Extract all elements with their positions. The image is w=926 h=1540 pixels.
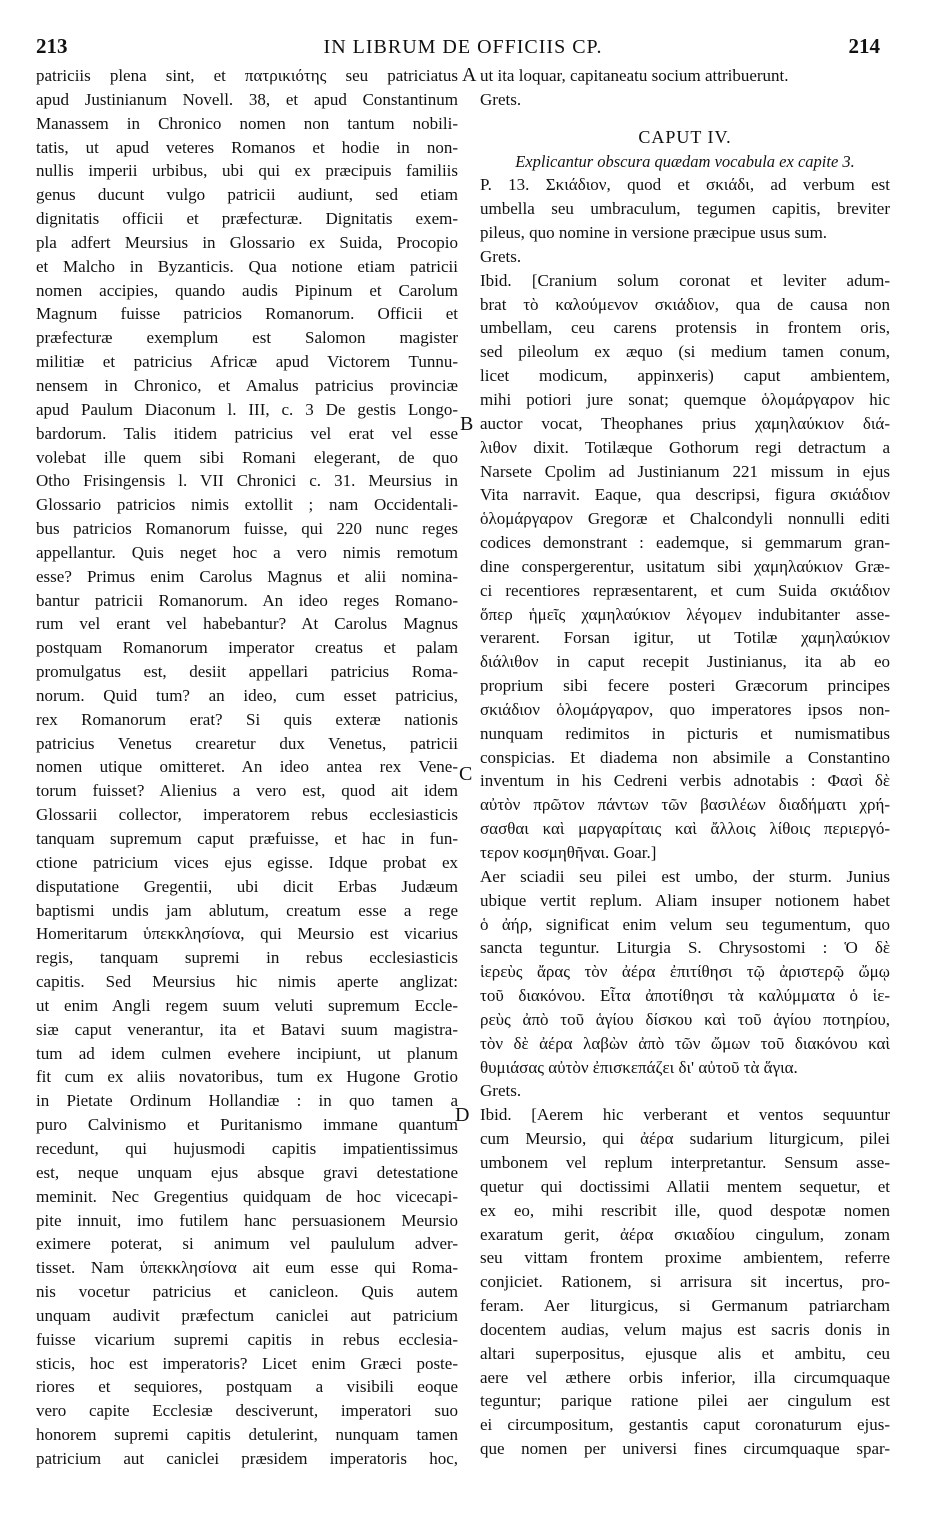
right-column-line: exaratum gerit, ἀέρα σκιαδίου cingulum, zonam — [480, 1224, 890, 1244]
right-column-line: ρεὺς ἀπὸ τοῦ ἁγίου δίσκου καὶ τοῦ ἁγίου ποτηρίου, — [480, 1009, 890, 1029]
left-column-line: genus ducunt vulgo patricii audiunt, sed etiam — [36, 185, 458, 205]
left-column-line: præfecturæ exemplum est Salomon magister — [36, 328, 458, 348]
left-column-line: dignitatis officii et præfecturæ. Dignitatis exem- — [36, 209, 458, 229]
left-column-line: apud Justinianum Novell. 38, et apud Constantinum — [36, 89, 458, 109]
left-column-line: meminit. Nec Gregentius quidquam de hoc vicecapi- — [36, 1186, 458, 1206]
right-column-line: ubique vertit replum. Aliam insuper notionem habet — [480, 890, 890, 910]
right-column-line: Grets. — [480, 246, 522, 266]
right-column-line: Ibid. [Cranium solum coronat et leviter adum- — [480, 270, 890, 290]
right-column-line: conjiciet. Rationem, si arrisura sit incertus, pro- — [480, 1272, 890, 1292]
right-column-line: teguntur; parique ratione pilei aer cingulum est — [480, 1391, 890, 1411]
left-column-line: promulgatus est, desiit appellari patricius Roma- — [36, 662, 458, 682]
left-column-line: sticis, hoc est imperatoris? Licet enim Græci poste- — [36, 1353, 458, 1373]
right-column-line: λιθον dixit. Totilæque Gothorum regi detractum a — [480, 437, 890, 457]
right-column-line: umbellam, ceu carens protensis in frontem oris, — [480, 318, 890, 338]
right-column-line: αὐτὸν πρῶτον πάντων τῶν βασιλέων διαδήματι χρή- — [480, 795, 890, 815]
right-column-line: nunquam redimitos in picturis et numismatibus — [480, 723, 890, 743]
left-column-line: fuisse vicarium supremi capitis in rebus ecclesia- — [36, 1329, 458, 1349]
right-column-line: ὅπερ ἡμεῖς χαμηλαύκιον λέγομεν indubitanter asse- — [480, 604, 890, 624]
left-column-line: nullis imperii urbibus, ubi qui ex præcipuis familiis — [36, 161, 458, 181]
left-column-line: eximere poterat, si animum vel paululum adver- — [36, 1234, 458, 1254]
right-column-line: Vita narravit. Eaque, qua descripsi, figura σκιάδιον — [480, 485, 890, 505]
left-column-line: Homeritarum ὑπεκκλησίονα, qui Meursio est vicarius — [36, 924, 458, 944]
left-column-line: rum vel erant vel habebantur? At Carolus Magnus — [36, 614, 458, 634]
right-column-line: σασθαι καὶ μαργαρίταις καὶ ἄλλοις λίθοις περιεργό- — [480, 819, 890, 839]
right-column — [480, 64, 890, 1461]
right-column-line: Narsete Cpolim ad Justinianum 221 missum in ejus — [480, 461, 890, 481]
left-column-line: pla adfert Meursius in Glossario ex Suida, Procopio — [36, 232, 458, 252]
left-column-line: postquam Romanorum imperator creatus et palam — [36, 638, 458, 658]
left-column-line: recedunt, qui hujusmodi capitis impatientissimus — [36, 1138, 458, 1158]
left-column-line: norum. Quid tum? an ideo, cum esset patricius, — [36, 685, 458, 705]
right-column-line: ἱερεὺς ἄρας τὸν ἀέρα ἐπιτίθησι τῷ ἀριστερῷ ὤμῳ — [480, 962, 890, 982]
left-column-line: puro Calvinismo et Puritanismo immane quantum — [36, 1115, 458, 1135]
margin-letter-a: A — [462, 64, 477, 86]
left-column-line: tum ad idem culmen evehere incipiunt, ut planum — [36, 1043, 458, 1063]
right-column-line — [480, 112, 890, 126]
left-column-line: et Malcho in Byzanticis. Qua notione etiam patricii — [36, 256, 458, 276]
left-column-line: appellantur. Quis neget hoc a vero nimis remotum — [36, 542, 458, 562]
right-column-line: umbella seu umbraculum, tegumen capitis, breviter — [480, 199, 890, 219]
left-column-line: Glossarii collector, imperatorem rebus ecclesiasticis — [36, 805, 458, 825]
right-column-line: θυμιάσας αὐτὸν ἐπισκεπάζει δι' αὐτοῦ τὰ ἅγια. — [480, 1057, 798, 1077]
left-column-line: bantur patricii Romanorum. An ideo reges Romano- — [36, 590, 458, 610]
left-column-line: tisset. Nam ὑπεκκλησίονα ait eum esse qui Roma- — [36, 1258, 458, 1278]
right-column-line: cum Meursio, qui ἀέρα sudarium liturgicum, pilei — [480, 1129, 890, 1149]
left-column-line: patricium aut caniclei præsidem imperatoris hoc, — [36, 1448, 458, 1468]
left-column-line: ut enim Angli regem suum veluti supremum Eccle- — [36, 995, 458, 1015]
right-column-line: dine conspergerentur, usitatum sibi χαμηλαύκιον Græ- — [480, 556, 890, 576]
left-column-line: baptismi undis jam ablutum, creatum esse a rege — [36, 900, 458, 920]
right-column-line: Aer sciadii seu pilei est umbo, der sturm. Junius — [480, 866, 890, 886]
left-column-line: Glossario patricios nimis extollit ; nam Occidentali- — [36, 495, 458, 515]
right-column-line: brat τὸ καλούμενον σκιάδιον, qua de causa non — [480, 294, 890, 314]
left-column-line: nensem in Chronico, et Amalus patricius provinciæ — [36, 375, 458, 395]
left-column-line: siæ caput venerantur, ita et Batavi suum magistra- — [36, 1019, 458, 1039]
left-column-line: unquam audivit præfectum caniclei aut patricium — [36, 1305, 458, 1325]
right-column-line: licet modicum, appinxeris) caput ambientem, — [480, 366, 890, 386]
right-column-line: que nomen per universi fines circumquaque spar- — [480, 1439, 890, 1459]
right-column-line: conspicias. Et diadema non absimile a Constantino — [480, 747, 890, 767]
left-column-line: nomen utique omitteret. An ideo antea rex Vene- — [36, 757, 458, 777]
left-column-line: capitis. Sed Meursius hic nimis aperte anglizat: — [36, 972, 458, 992]
right-column-line: auctor vocat, Theophanes prius χαμηλαύκιον διά- — [480, 413, 890, 433]
margin-letter-b: B — [460, 413, 474, 435]
right-column-line: Grets. — [480, 1081, 522, 1101]
left-column-line: tatis, ut apud veteres Romanos et hodie in non- — [36, 137, 458, 157]
left-column-line: Manassem in Chronico nomen non tantum nobili- — [36, 113, 458, 133]
right-column-line: altari superpositus, ejusque alis et ambitu, ceu — [480, 1343, 890, 1363]
left-column-line: Otho Frisingensis l. VII Chronici c. 31. Meursius in — [36, 471, 458, 491]
right-column-line: τὸν δὲ ἀέρα λαβὼν ἀπὸ τῶν ὤμων τοῦ διακόνου καὶ — [480, 1033, 890, 1053]
left-column-line: patricius Venetus crearetur dux Venetus, patricii — [36, 733, 458, 753]
left-column-line: nis vocetur patricius et canicleon. Quis autem — [36, 1282, 458, 1302]
left-column-line: riores et sequiores, postquam a visibili eoque — [36, 1377, 458, 1397]
left-column-line: tanquam supremum caput præfuisse, et hac in fun- — [36, 829, 458, 848]
right-column-line: feram. Aer liturgicus, si Germanum patriarcham — [480, 1296, 890, 1316]
right-column-line: σκιάδιον ὁλομάργαρον, quo imperatores ipsos non- — [480, 699, 890, 719]
left-column-line: nomen accipies, quando audis Pipinum et Carolum — [36, 280, 458, 300]
right-column-line: CAPUT IV. — [638, 126, 732, 147]
left-column-line: vero capite Ecclesiæ desciverunt, imperatori suo — [36, 1401, 458, 1421]
left-column-line: est, neque unquam ejus absque gravi detestatione — [36, 1162, 458, 1182]
right-column-line: Grets. — [480, 89, 522, 109]
left-column-line: Magnum fuisse patricios Romanorum. Officii et — [36, 304, 458, 324]
right-column-line: P. 13. Σκιάδιον, quod et σκιάδι, ad verbum est — [480, 175, 890, 195]
right-column-line: inventum in his Cedreni verbis adnotabis : Φασὶ δὲ — [480, 771, 890, 791]
right-column-line: sed pileolum ex æquo (si medium tamen conum, — [480, 342, 890, 362]
page-number-right: 214 — [848, 34, 880, 58]
left-column-line: pite innuit, imo futilem hanc persuasionem Meursio — [36, 1210, 458, 1230]
right-column-line: ei circumpositum, gestantis caput coronaturum ejus- — [480, 1415, 890, 1435]
right-column-line: pileus, quo nomine in versione præcipue usus sum. — [480, 223, 828, 243]
right-column-line: aere vel æthere orbis inferior, illa circumquaque — [480, 1367, 890, 1387]
running-title: IN LIBRUM DE OFFICIIS CP. — [323, 36, 603, 58]
right-column-line: docentem audias, velum majus est sacris donis in — [480, 1319, 890, 1339]
left-column-line: regis, tanquam supremi in rebus ecclesiasticis — [36, 948, 458, 968]
running-header — [0, 34, 926, 64]
right-column-line: mihi potiori jure sonat; quemque ὁλομάργαρον hic — [480, 389, 890, 409]
right-column-line: proprium sibi fecere posteri Græcorum principes — [480, 676, 890, 696]
right-column-line: seu vittam frontem proxime ambientem, referre — [480, 1248, 890, 1268]
left-column-line: esse? Primus enim Carolus Magnus et alii nomina- — [36, 566, 458, 586]
right-column-line: ci recentiores repræsentarent, et cum Suida σκιάδιον — [480, 580, 890, 600]
page-number-left: 213 — [36, 34, 68, 58]
right-column-line: Explicantur obscura quædam vocabula ex capite 3. — [515, 151, 855, 171]
left-column-line: in Pietate Ordinum Hollandiæ : in quo tamen a — [36, 1091, 458, 1111]
right-column-line: umbonem vel replum interpretantur. Sensum asse- — [480, 1152, 890, 1172]
margin-letter-c: C — [459, 763, 473, 785]
left-column-line: bus patricios Romanorum fuisse, qui 220 nunc reges — [36, 519, 458, 539]
margin-letter-d: D — [455, 1104, 470, 1126]
right-column-line: verarent. Forsan igitur, ut Totilæ χαμηλαύκιον — [480, 628, 890, 648]
right-column-line: ex eo, mihi rescribit ille, quod despotæ nomen — [480, 1200, 890, 1220]
left-column-line: apud Paulum Diaconum l. III, c. 3 De gestis Longo- — [36, 399, 458, 419]
right-column-line: quetur qui doctissimi Allatii mentem sequetur, et — [480, 1176, 890, 1196]
left-column — [36, 64, 458, 1471]
right-column-line: ὁλομάργαρον Gregoræ et Chalcondyli nonnulli editi — [480, 509, 890, 529]
left-column-line: patriciis plena sint, et πατρικιότης seu patriciatus — [36, 66, 458, 85]
left-column-line: torum fuisset? Alienius a vero est, quod ait idem — [36, 781, 458, 801]
left-column-line: honorem supremi capitis detulerint, nunquam tamen — [36, 1425, 458, 1445]
right-column-line: codices demonstrant : eademque, si gemmarum gran- — [480, 533, 890, 553]
left-column-line: fit cum ex aliis novatoribus, tum ex Hugone Grotio — [36, 1067, 458, 1087]
right-column-line: διάλιθον in caput recepit Justinianus, ita ab eo — [480, 652, 890, 672]
right-column-line: τοῦ διακόνου. Εἶτα ἀποτίθησι τὰ καλύμματα ὁ ἱε- — [480, 986, 890, 1006]
right-column-line: sancta teguntur. Liturgia S. Chrysostomi : Ὁ δὲ — [480, 938, 890, 958]
right-column-line: Ibid. [Aerem hic verberant et ventos sequuntur — [480, 1105, 890, 1125]
left-column-line: volebat ille quem sibi Romani elegerant, de quo — [36, 447, 458, 467]
left-column-line: rex Romanorum erat? Si quis exteræ nationis — [36, 709, 458, 729]
left-column-line: disputatione Gregentii, ubi dicit Erbas Judæum — [36, 876, 458, 896]
right-column-line: τερον κοσμηθῆναι. Goar.] — [480, 843, 657, 862]
left-column-line: ctione patricium vices ejus egisse. Idque probat ex — [36, 852, 458, 872]
left-column-line: militiæ et patricius Africæ apud Victorem Tunnu- — [36, 352, 458, 372]
right-column-line: ὁ ἀήρ, significat enim velum seu tegumentum, quo — [480, 914, 890, 934]
left-column-line: bardorum. Talis itidem patricius vel erat vel esse — [36, 423, 458, 443]
right-column-line: ut ita loquar, capitaneatu socium attribuerunt. — [480, 66, 789, 85]
